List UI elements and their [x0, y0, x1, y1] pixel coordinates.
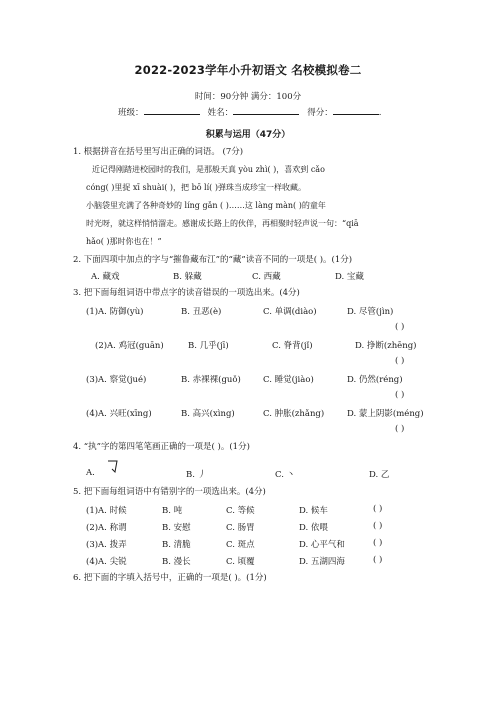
q5-row3-a[interactable]: (3)A. 拨弄 — [86, 540, 127, 550]
q3-row4-b[interactable]: B. 高兴(xìng) — [181, 409, 235, 419]
class-field[interactable] — [144, 105, 200, 115]
q5-row1-b[interactable]: B. 吨 — [162, 506, 183, 516]
q5-row3-d[interactable]: D. 心平气和 — [299, 540, 345, 550]
score-field[interactable] — [333, 105, 379, 115]
q3-row2-c[interactable]: C. 脊背(jǐ) — [272, 341, 313, 351]
q6-stem: 6. 把下面的字填入括号中，正确的一项是( )。(1分) — [73, 573, 267, 583]
q5-row3-c[interactable]: C. 斑点 — [226, 540, 255, 550]
exam-title: 2022-2023学年小升初语文 名校模拟卷二 — [134, 63, 362, 77]
q4-option-a-label: A. — [86, 468, 95, 478]
q5-stem: 5. 把下面每组词语中有错别字的一项选出来。(4分) — [73, 487, 266, 497]
class-label: 班级： — [118, 108, 144, 118]
time-info: 时间：90分钟 满分：100分 — [194, 92, 302, 102]
q2-option-a[interactable]: A. 藏戏 — [91, 272, 120, 282]
q5-row1-d[interactable]: D. 候车 — [299, 506, 328, 516]
q5-row2-d[interactable]: D. 依喂 — [299, 523, 328, 533]
q3-row1-b[interactable]: B. 丑恶(è) — [181, 307, 222, 317]
q3-row4-d[interactable]: D. 蒙上阴影(méng) — [347, 409, 424, 419]
q4-option-c[interactable]: C. 丶 — [275, 470, 296, 480]
q1-passage-line: 时光呀，就这样悄悄溜走。感谢成长路上的伙伴，再相聚时轻声说一句：“qiā — [86, 219, 359, 228]
q3-row2-a[interactable]: (2)A. 鸡冠(guān) — [95, 341, 164, 351]
q5-row2-a[interactable]: (2)A. 称谓 — [86, 523, 127, 533]
name-field[interactable] — [233, 105, 299, 115]
q5-row1-c[interactable]: C. 等候 — [226, 506, 255, 516]
q3-row3-b[interactable]: B. 赤裸裸(guǒ) — [181, 375, 241, 385]
student-info-row: 班级： 姓名： 得分： . — [118, 105, 381, 119]
q3-row1-answer[interactable]: ( ) — [395, 322, 405, 332]
q2-option-c[interactable]: C. 西藏 — [252, 272, 281, 282]
q5-row4-c[interactable]: C. 顷覆 — [226, 557, 255, 567]
q5-row1-a[interactable]: (1)A. 时候 — [86, 506, 127, 516]
q4-option-d[interactable]: D. 乙 — [369, 470, 390, 480]
q3-row4-c[interactable]: C. 肿胀(zhǎng) — [263, 409, 325, 419]
q3-row3-answer[interactable]: ( ) — [395, 390, 405, 400]
q1-passage-line: cóng( )里捉 xī shuài( )，把 bō lí( )弹珠当成珍宝一样收藏。 — [86, 183, 306, 192]
q5-row4-answer[interactable]: ( ) — [373, 555, 383, 565]
q4-stem: 4. “执”字的第四笔笔画正确的一项是( )。(1分) — [73, 442, 250, 452]
q1-passage-line: 小脑袋里充满了各种奇妙的 líng gǎn ( )……这 làng màn( )的童年 — [86, 201, 326, 210]
q1-passage-line: 近记得刚踏进校园时的我们，是那般天真 yòu zhì( )，喜欢到 cǎo — [92, 165, 325, 174]
q3-row1-c[interactable]: C. 单调(diào) — [263, 307, 317, 317]
q1-passage-line: hǎo( )那时你也在！” — [86, 237, 162, 246]
q3-row3-c[interactable]: C. 睡觉(jiào) — [263, 375, 314, 385]
q3-row2-d[interactable]: D. 挣断(zhēng) — [355, 341, 417, 351]
q4-option-b[interactable]: B. 丿 — [186, 470, 207, 480]
q3-row2-answer[interactable]: ( ) — [395, 356, 405, 366]
q5-row4-b[interactable]: B. 漫长 — [162, 557, 191, 567]
q5-row2-answer[interactable]: ( ) — [373, 521, 383, 531]
q5-row2-b[interactable]: B. 安慰 — [162, 523, 191, 533]
q5-row1-answer[interactable]: ( ) — [373, 504, 383, 514]
q3-row3-a[interactable]: (3)A. 察觉(jué) — [86, 375, 147, 385]
q3-row1-d[interactable]: D. 尽管(jìn) — [347, 307, 394, 317]
q3-stem: 3. 把下面每组词语中带点字的读音错误的一项选出来。(4分) — [73, 288, 300, 298]
q5-row4-d[interactable]: D. 五湖四海 — [299, 557, 345, 567]
name-label: 姓名： — [207, 108, 234, 118]
score-label: 得分： — [307, 108, 333, 118]
q3-row3-d[interactable]: D. 仍然(réng) — [347, 375, 403, 385]
q5-row4-a[interactable]: (4)A. 尖锐 — [86, 557, 127, 567]
q2-stem: 2. 下面四项中加点的字与“摧鲁藏布江”的“藏”读音不同的一项是( )。(1分) — [73, 255, 353, 265]
q5-row3-b[interactable]: B. 清脆 — [162, 540, 191, 550]
q2-option-b[interactable]: B. 躲藏 — [173, 272, 202, 282]
q1-stem: 1. 根据拼音在括号里写出正确的词语。 (7分) — [73, 147, 244, 157]
q3-row4-a[interactable]: (4)A. 兴旺(xīng) — [86, 409, 152, 419]
section-heading: 积累与运用（47分） — [205, 130, 291, 140]
q3-row4-answer[interactable]: ( ) — [395, 424, 405, 434]
q4-option-a[interactable] — [86, 468, 95, 478]
q5-row2-c[interactable]: C. 肠胃 — [226, 523, 255, 533]
q3-row1-a[interactable]: (1)A. 防御(yù) — [86, 307, 144, 317]
q2-option-d[interactable]: D. 宝藏 — [335, 272, 364, 282]
stroke-hengzhegou-icon — [106, 458, 120, 474]
q3-row2-b[interactable]: B. 几乎(jī) — [188, 341, 229, 351]
q5-row3-answer[interactable]: ( ) — [373, 538, 383, 548]
